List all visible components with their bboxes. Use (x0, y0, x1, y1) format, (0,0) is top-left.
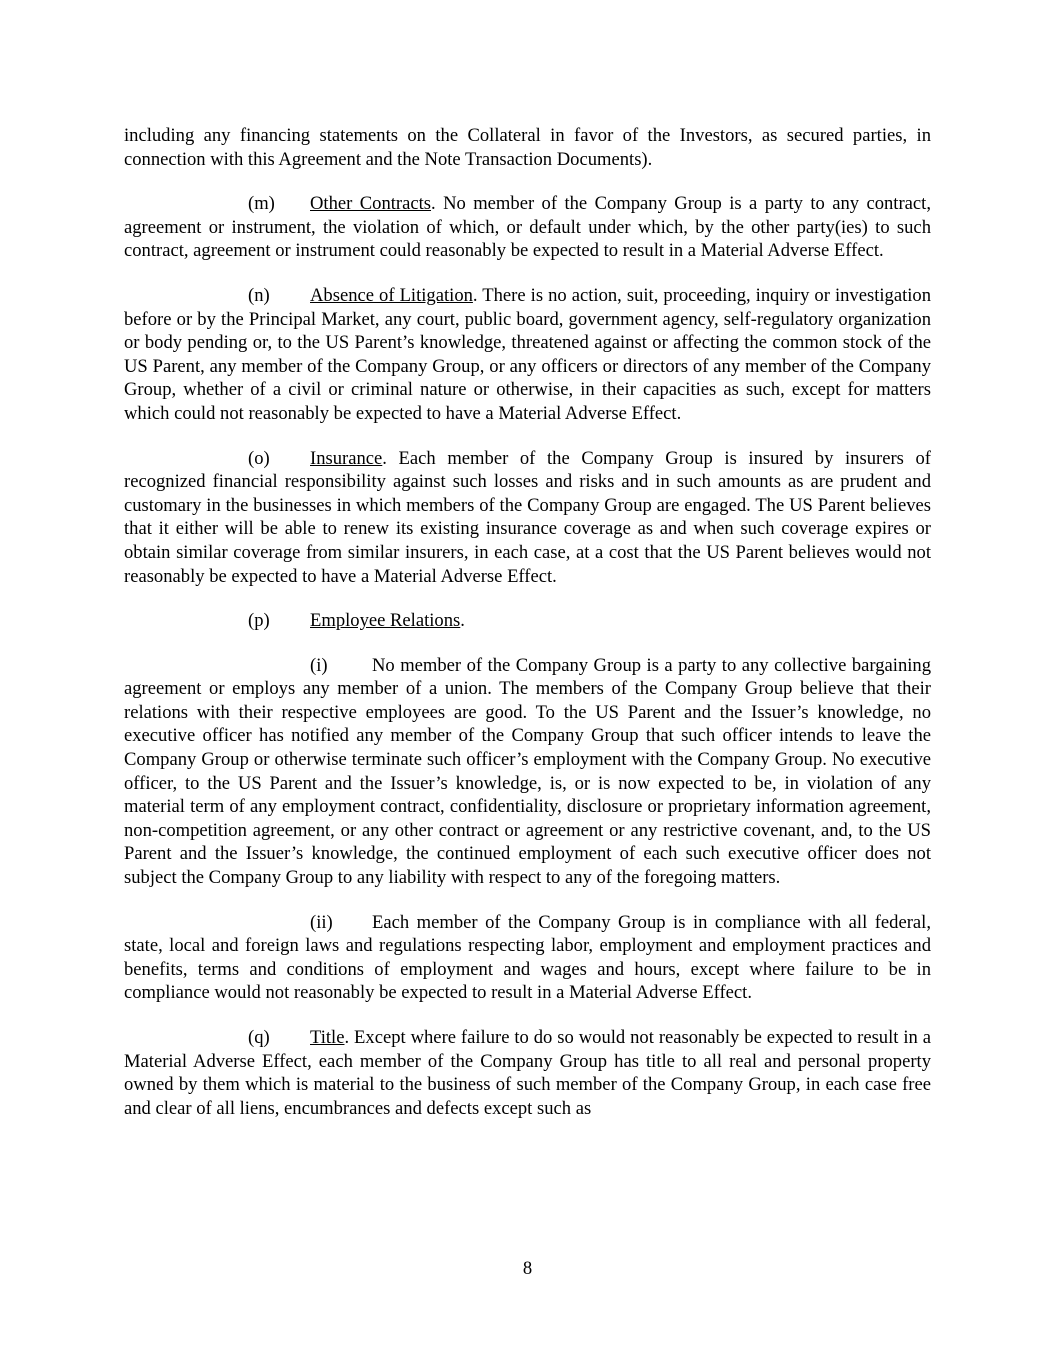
section-number: (n) (248, 284, 270, 306)
section-heading: Absence of Litigation (310, 284, 473, 306)
section-number: (m) (248, 193, 275, 215)
section-number: (p) (248, 610, 270, 632)
page-number: 8 (522, 1258, 533, 1279)
section-q-title (124, 1026, 931, 1120)
paragraph-continuation (124, 124, 931, 171)
section-heading: Employee Relations (310, 610, 461, 632)
subsection-number: (ii) (310, 911, 333, 933)
subsection-number: (i) (310, 654, 328, 676)
subsection-text: Each member of the Company Group is in compliance with all federal, state, local and foreign laws and regulations respecting labor, employment and employment practices and benefits, terms and conditions of employment and wages and hours, except where failure to be in compliance would not reasonably be expected to result in a Material Adverse Effect. (124, 911, 931, 1004)
section-m-other-contracts (124, 192, 931, 263)
section-n-absence-of-litigation (124, 284, 931, 426)
section-text: . (460, 610, 465, 632)
paragraph-text: including any financing statements on the Collateral in favor of the Investors, as secured parties, in connection with this Agreement and the Note Transaction Documents). (124, 125, 931, 170)
section-text: . No member of the Company Group is a party to any contract, agreement or instrument, the violation of which, or default under which, by the other party(ies) to such contract, agreement or instrument could reasonably be expected to result in a Material Adverse Effect. (124, 193, 931, 262)
section-p-employee-relations (124, 609, 931, 633)
subsection-p-ii (124, 911, 931, 1005)
document-page (124, 124, 931, 1141)
section-number: (q) (248, 1027, 270, 1048)
subsection-text: No member of the Company Group is a party to any collective bargaining agreement or employs any member of a union. The members of the Company Group believe that their relations with their respective employees are good. To the US Parent and the Issuer’s knowledge, no executive officer has notified any member of the Company Group that such officer intends to leave the Company Group or otherwise terminate such officer’s employment with the Company Group. No executive officer, to the US Parent and the Issuer’s knowledge, is, or is now expected to be, in violation of any material term of any employment contract, confidentiality, disclosure or proprietary information agreement, non-competition agreement, or any other contract or agreement or any restrictive covenant, and, to the US Parent and the Issuer’s knowledge, the continued employment of each such executive officer does not subject the Company Group to any liability with respect to any of the foregoing matters. (124, 654, 931, 889)
section-text: . Each member of the Company Group is insured by insurers of recognized financial responsibility against such losses and risks and in such amounts as are prudent and customary in the businesses in which members of the Company Group are engaged. The US Parent believes that it either will be able to renew its existing insurance coverage as and when such coverage expires or obtain similar coverage from similar insurers, in each case, at a cost that the US Parent believes would not reasonably be expected to have a Material Adverse Effect. (124, 447, 931, 587)
section-o-insurance (124, 447, 931, 589)
section-heading: Insurance (310, 447, 383, 469)
section-text: . Except where failure to do so would not reasonably be expected to result in a Material Adverse Effect, each member of the Company Group has title to all real and personal property owned by them which is material to the business of such member of the Company Group, in each case free and clear of all liens, encumbrances and defects except such as (124, 1027, 931, 1119)
section-text: . There is no action, suit, proceeding, inquiry or investigation before or by the Principal Market, any court, public board, government agency, self-regulatory organization or body pending or, to the US Parent’s knowledge, threatened against or affecting the common stock of the US Parent, any member of the Company Group, or any officers or directors of any member of the Company Group, whether of a civil or criminal nature or otherwise, in their capacities as such, except for matters which could not reasonably be expected to have a Material Adverse Effect. (124, 284, 932, 424)
section-heading: Title (310, 1027, 345, 1048)
subsection-p-i (124, 654, 931, 890)
section-number: (o) (248, 447, 270, 469)
section-heading: Other Contracts (310, 193, 432, 215)
